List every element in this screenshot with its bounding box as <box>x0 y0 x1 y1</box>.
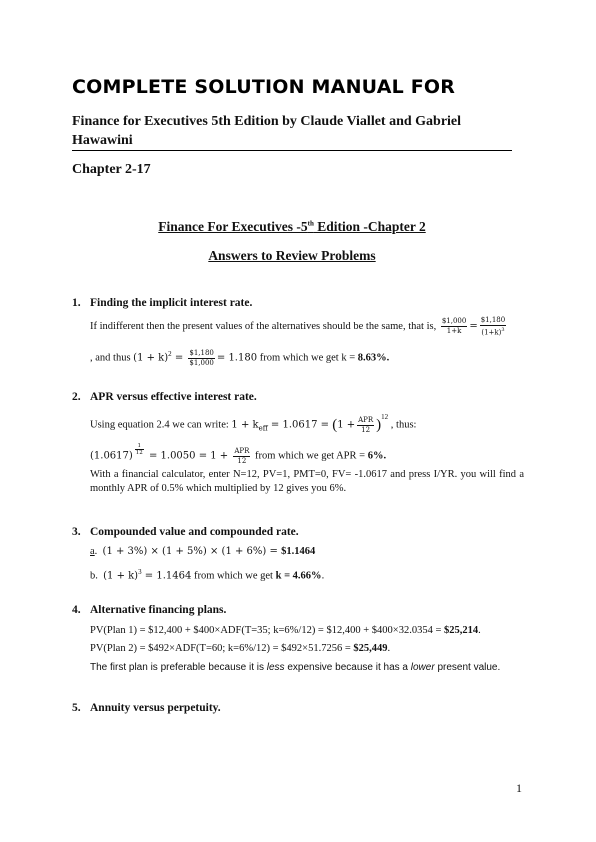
text: , thus: <box>388 419 417 431</box>
problem-heading: APR versus effective interest rate. <box>90 391 257 403</box>
item-label: a <box>90 546 95 557</box>
emphasis: lower <box>410 662 435 673</box>
math-expr: 1 + <box>337 419 356 431</box>
numerator: $1,180 <box>189 348 214 357</box>
denominator: 1+k <box>446 327 462 336</box>
problem-number: 1. <box>72 297 81 309</box>
item-label: b. <box>90 570 98 582</box>
divider-rule <box>72 150 512 151</box>
math-value: = 1.1464 <box>141 570 192 582</box>
document-subtitle: Answers to Review Problems <box>208 248 376 263</box>
answer: $25,449 <box>353 643 388 654</box>
problem-number: 4. <box>72 604 81 616</box>
problem-4-conclusion <box>90 661 524 675</box>
problem-1-line-2: , and thus $(1 + k)^2$ = $\frac{\$1,180}{\$1,000}$ = 1.180 from which we get k = 8.63%. <box>90 348 390 367</box>
text: from which we get k = <box>257 352 358 364</box>
denominator <box>480 326 507 337</box>
math-value: = 1.0050 = 1 + <box>145 450 232 462</box>
answer: k = 4.66% <box>275 570 322 582</box>
text: PV(Plan 1) = $12,400 + $400×ADF(T=35; k=6%/12) = $12,400 + $400×32.0354 = <box>90 625 444 636</box>
problem-number: 2. <box>72 391 81 403</box>
math-expr: (1 + 3%) × (1 + 5%) × (1 + 6%) = <box>102 546 282 557</box>
exponent: 12 <box>381 413 389 421</box>
problem-2-line-1: Using equation 2.4 we can write: $1 + k_{eff} = 1.0617 = (1$ + $\frac{\text{APR}}{12}$ )$^{12}$ , thus: <box>90 413 417 434</box>
problem-heading: Alternative financing plans. <box>90 604 227 616</box>
problem-number: 3. <box>72 526 81 538</box>
emphasis: less <box>266 662 285 673</box>
denominator: 12 <box>135 450 143 456</box>
answer: 8.63%. <box>357 352 390 364</box>
answer: 6%. <box>367 450 387 462</box>
book-subtitle: Finance for Executives 5th Edition by Claude Viallet and Gabriel Hawawini <box>72 114 462 148</box>
problem-2-line-2 <box>90 443 524 466</box>
answer: $1.1464 <box>281 546 316 557</box>
problem-1-line-1 <box>90 316 530 337</box>
problem-heading: Compounded value and compounded rate. <box>90 526 299 538</box>
subscript: eff <box>258 424 268 433</box>
fraction <box>480 316 507 337</box>
problem-number: 5. <box>72 702 81 714</box>
math-value: = 1.0617 = <box>267 419 333 431</box>
title-pre: Finance For Executives -5 <box>158 219 308 234</box>
exponent: 3 <box>501 327 505 333</box>
text: PV(Plan 2) = $492×ADF(T=60; k=6%/12) = $492×51.7256 = <box>90 643 354 654</box>
text: Using equation 2.4 we can write: <box>90 419 232 431</box>
chapter-label: Chapter 2-17 <box>72 162 151 177</box>
numerator: APR <box>358 415 374 424</box>
equals-sign: = <box>469 321 478 333</box>
text: If indifferent then the present values of the alternatives should be the same, that is, <box>90 321 437 333</box>
problem-3-item-b <box>90 565 524 584</box>
problem-4-plan-2: PV(Plan 2) = $492×ADF(T=60; k=6%/12) = $492×51.7256 = $25,449. <box>90 643 391 654</box>
exponent: 3 <box>138 568 142 576</box>
denominator: 12 <box>361 425 371 434</box>
text: . <box>321 570 325 582</box>
fraction <box>188 349 215 368</box>
denominator-base: (1+k) <box>481 328 502 337</box>
page-number: 1 <box>516 781 522 795</box>
answer: $25,214 <box>444 625 479 636</box>
math-expr: 1 + k <box>231 419 259 431</box>
banner-title: COMPLETE SOLUTION MANUAL FOR <box>72 76 456 98</box>
text: , and thus <box>90 352 134 364</box>
exponent: 2 <box>168 350 172 358</box>
text: from which we get <box>191 570 276 582</box>
numerator: 1 <box>135 443 144 450</box>
fraction <box>233 447 250 466</box>
numerator: $1,180 <box>480 316 506 324</box>
problem-heading: Annuity versus perpetuity. <box>90 702 221 714</box>
problem-2-paragraph: With a financial calculator, enter N=12, PV=1, PMT=0, FV= -1.0617 and press I/YR. you will find a monthly APR of 0.5% which multiplied by 12 gives you 6%. <box>90 469 524 494</box>
math-expr: (1 + k) <box>133 352 169 364</box>
fraction <box>357 416 374 435</box>
fraction <box>441 317 468 336</box>
problem-3-item-a: a. (1 + 3%) × (1 + 5%) × (1 + 6%) = $1.1464 <box>90 546 316 557</box>
exponent-fraction <box>135 443 144 456</box>
problem-heading: Finding the implicit interest rate. <box>90 297 253 309</box>
problem-4-plan-1: PV(Plan 1) = $12,400 + $400×ADF(T=35; k=6%/12) = $12,400 + $400×32.0354 = $25,214. <box>90 625 481 636</box>
denominator: 12 <box>237 456 247 465</box>
text: from which we get APR = <box>252 450 368 462</box>
text: The first plan is preferable because it is <box>90 662 267 673</box>
text: expensive because it has a <box>284 662 411 673</box>
math-expr: (1.0617) <box>90 450 133 462</box>
denominator: $1,000 <box>189 358 214 367</box>
numerator: APR <box>234 446 250 455</box>
document-title <box>72 219 512 235</box>
title-post: Edition -Chapter 2 <box>313 219 426 234</box>
numerator: $1,000 <box>441 317 467 326</box>
title-sup: th <box>307 219 314 228</box>
math-expr: (1 + k) <box>103 570 139 582</box>
text: present value. <box>434 662 501 673</box>
math-value: = 1.180 <box>216 352 258 364</box>
